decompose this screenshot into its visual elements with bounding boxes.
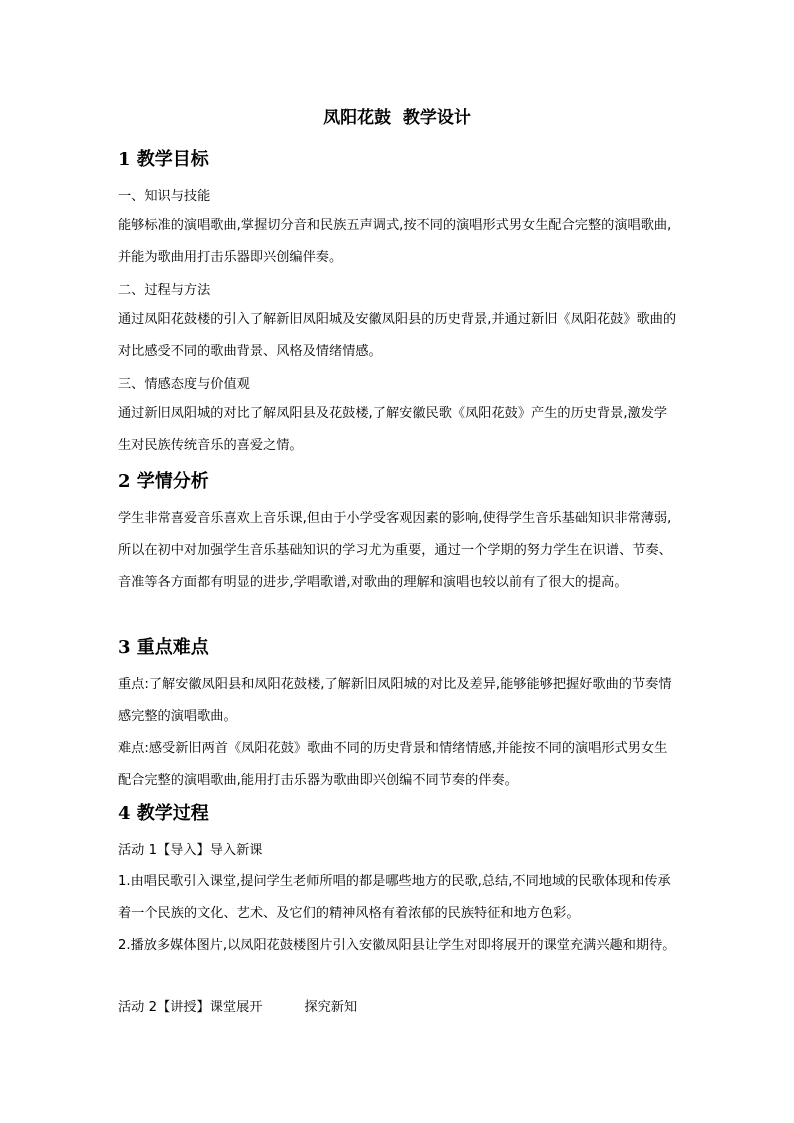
subheading-knowledge-skills: 一、知识与技能 bbox=[118, 189, 211, 204]
paragraph-activity-1-step-1: 1.由唱民歌引入课堂,提问学生老师所唱的都是哪些地方的民歌,总结,不同地域的民歌体现和传承着一个民族的文化、艺术、及它们的精神风格有着浓郁的民族特征和地方色彩。 bbox=[118, 874, 671, 921]
section-heading-objectives: 1 教学目标 bbox=[118, 149, 209, 170]
paragraph-student-analysis: 学生非常喜爱音乐喜欢上音乐课,但由于小学受客观因素的影响,使得学生音乐基础知识非常薄弱,所以在初中对加强学生音乐基础知识的学习尤为重要，通过一个学期的努力学生在识谱、节奏、音准等各方面都有明显的进步,学唱歌谱,对歌曲的理解和演唱也较以前有了很大的提高。 bbox=[118, 511, 672, 590]
subheading-emotion-values: 三、情感态度与价值观 bbox=[118, 377, 250, 392]
section-heading-student-analysis: 2 学情分析 bbox=[118, 471, 209, 492]
paragraph-process-method: 通过凤阳花鼓楼的引入了解新旧凤阳城及安徽凤阳县的历史背景,并通过新旧《凤阳花鼓》歌曲的对比感受不同的歌曲背景、风格及情绪情感。 bbox=[118, 312, 677, 359]
activity-2-heading: 活动 2【讲授】课堂展开 探究新知 bbox=[118, 1000, 358, 1015]
paragraph-knowledge-skills: 能够标准的演唱歌曲,掌握切分音和民族五声调式,按不同的演唱形式男女生配合完整的演唱歌曲,并能为歌曲用打击乐器即兴创编伴奏。 bbox=[118, 218, 672, 265]
paragraph-emotion-values: 通过新旧凤阳城的对比了解凤阳县及花鼓楼,了解安徽民歌《凤阳花鼓》产生的历史背景,激发学生对民族传统音乐的喜爱之情。 bbox=[118, 406, 668, 453]
paragraph-difficult-points: 难点:感受新旧两首《凤阳花鼓》歌曲不同的历史背景和情绪情感,并能按不同的演唱形式男女生配合完整的演唱歌曲,能用打击乐器为歌曲即兴创编不同节奏的伴奏。 bbox=[118, 741, 668, 788]
section-heading-teaching-process: 4 教学过程 bbox=[118, 803, 209, 824]
document-title: 凤阳花鼓 教学设计 bbox=[323, 108, 471, 128]
paragraph-key-points: 重点:了解安徽凤阳县和凤阳花鼓楼,了解新旧凤阳城的对比及差异,能够能够把握好歌曲的节奏情感完整的演唱歌曲。 bbox=[118, 677, 672, 724]
paragraph-activity-1-step-2: 2.播放多媒体图片,以凤阳花鼓楼图片引入安徽凤阳县让学生对即将展开的课堂充满兴趣和期待。 bbox=[118, 938, 676, 953]
subheading-process-method: 二、过程与方法 bbox=[118, 283, 211, 298]
activity-1-heading: 活动 1【导入】导入新课 bbox=[118, 843, 263, 858]
section-heading-key-points: 3 重点难点 bbox=[118, 637, 209, 658]
